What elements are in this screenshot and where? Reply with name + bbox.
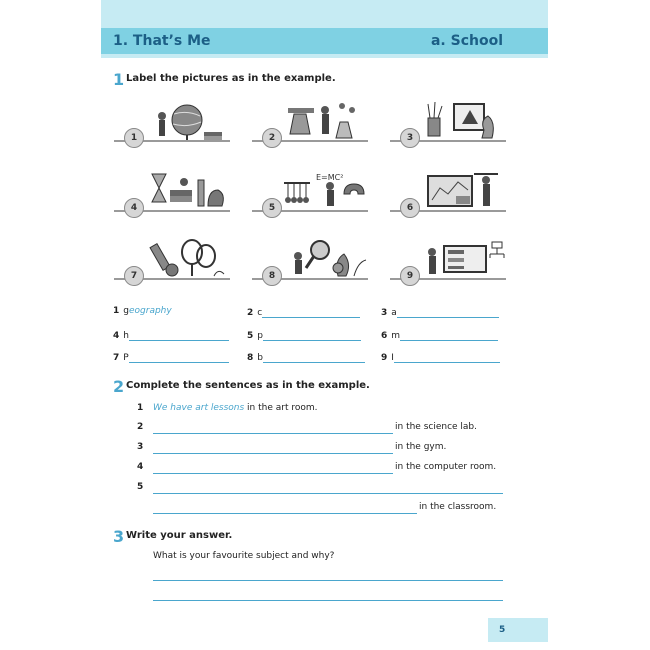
label-prefix: P — [123, 353, 129, 363]
label-number: 8 — [247, 353, 254, 363]
answer-blank[interactable] — [394, 351, 500, 363]
label-example-answer: eography — [128, 306, 172, 316]
picture-number: 1 — [124, 128, 144, 148]
label-prefix: b — [257, 353, 263, 363]
picture-number: 7 — [124, 266, 144, 286]
label-item — [113, 306, 172, 316]
exercise-number: 2 — [113, 377, 125, 396]
label-number: 3 — [381, 308, 388, 318]
page-number-tab — [488, 618, 548, 642]
sentence-number: 2 — [137, 422, 144, 432]
picture-number: 9 — [400, 266, 420, 286]
picture-maths — [390, 170, 506, 218]
picture-number: 6 — [400, 198, 420, 218]
example-answer: We have art lessons — [153, 403, 245, 413]
sentence-suffix: in the gym. — [395, 442, 447, 452]
exercise-number: 3 — [113, 527, 125, 546]
exercise-heading: Write your answer. — [126, 530, 233, 541]
label-prefix: a — [391, 308, 397, 318]
page-number: 5 — [499, 625, 506, 635]
answer-blank[interactable] — [397, 306, 499, 318]
picture-ict — [390, 238, 506, 286]
sentence-row — [137, 482, 537, 516]
label-item — [381, 351, 500, 363]
label-prefix: p — [257, 331, 263, 341]
label-item — [247, 306, 360, 318]
picture-number: 4 — [124, 198, 144, 218]
label-prefix: h — [123, 331, 129, 341]
sentence-number: 4 — [137, 462, 144, 472]
answer-line[interactable] — [153, 473, 393, 474]
label-number: 2 — [247, 308, 254, 318]
label-item — [381, 329, 498, 341]
answer-line[interactable] — [153, 493, 503, 494]
sentence-number: 1 — [137, 403, 144, 413]
answer-blank[interactable] — [129, 351, 229, 363]
picture-pe — [114, 238, 230, 286]
label-prefix: g — [123, 306, 129, 316]
answer-blank[interactable] — [129, 329, 229, 341]
picture-number: 2 — [262, 128, 282, 148]
answer-blank[interactable] — [400, 329, 498, 341]
answer-line[interactable] — [153, 513, 417, 514]
exercise-heading: Complete the sentences as in the example. — [126, 380, 370, 391]
picture-history — [114, 170, 230, 218]
sentence-row — [137, 422, 537, 436]
label-number: 6 — [381, 331, 388, 341]
label-item — [113, 329, 229, 341]
answer-line[interactable] — [153, 580, 503, 581]
answer-line[interactable] — [153, 600, 503, 601]
picture-chemistry — [252, 100, 368, 148]
page-header — [101, 0, 548, 58]
label-number: 5 — [247, 331, 254, 341]
label-item — [247, 329, 361, 341]
sentence-suffix: in the classroom. — [419, 502, 497, 512]
picture-biology — [252, 238, 368, 286]
question-text: What is your favourite subject and why? — [153, 551, 335, 561]
sentence-suffix: in the art room. — [247, 403, 318, 413]
sentence-text — [153, 403, 318, 413]
label-prefix: m — [391, 331, 401, 341]
label-prefix: I — [391, 353, 394, 363]
sentence-row — [137, 442, 537, 456]
picture-physics — [252, 170, 368, 218]
picture-geography — [114, 100, 230, 148]
answer-blank[interactable] — [263, 329, 361, 341]
answer-line[interactable] — [153, 433, 393, 434]
label-number: 7 — [113, 353, 120, 363]
lesson-title: a. School — [430, 33, 503, 49]
label-prefix: c — [257, 308, 263, 318]
label-item — [113, 351, 229, 363]
answer-line[interactable] — [153, 453, 393, 454]
picture-number: 3 — [400, 128, 420, 148]
sentence-number: 5 — [137, 482, 144, 492]
sentence-number: 3 — [137, 442, 144, 452]
label-item — [247, 351, 365, 363]
exercise-number: 1 — [113, 70, 125, 89]
svg-text:E=MC²: E=MC² — [316, 173, 344, 182]
label-number: 1 — [113, 306, 120, 316]
workbook-page — [101, 0, 548, 650]
answer-blank[interactable] — [263, 351, 365, 363]
exercise-heading: Label the pictures as in the example. — [126, 73, 336, 84]
picture-number: 8 — [262, 266, 282, 286]
picture-number: 5 — [262, 198, 282, 218]
label-number: 9 — [381, 353, 388, 363]
sentence-suffix: in the science lab. — [395, 422, 478, 432]
label-item — [381, 306, 499, 318]
label-number: 4 — [113, 331, 120, 341]
sentence-row — [137, 403, 537, 417]
picture-art — [390, 100, 506, 148]
sentence-row — [137, 462, 537, 476]
sentence-suffix: in the computer room. — [395, 462, 497, 472]
answer-blank[interactable] — [262, 306, 360, 318]
unit-title: 1. That’s Me — [113, 33, 211, 49]
